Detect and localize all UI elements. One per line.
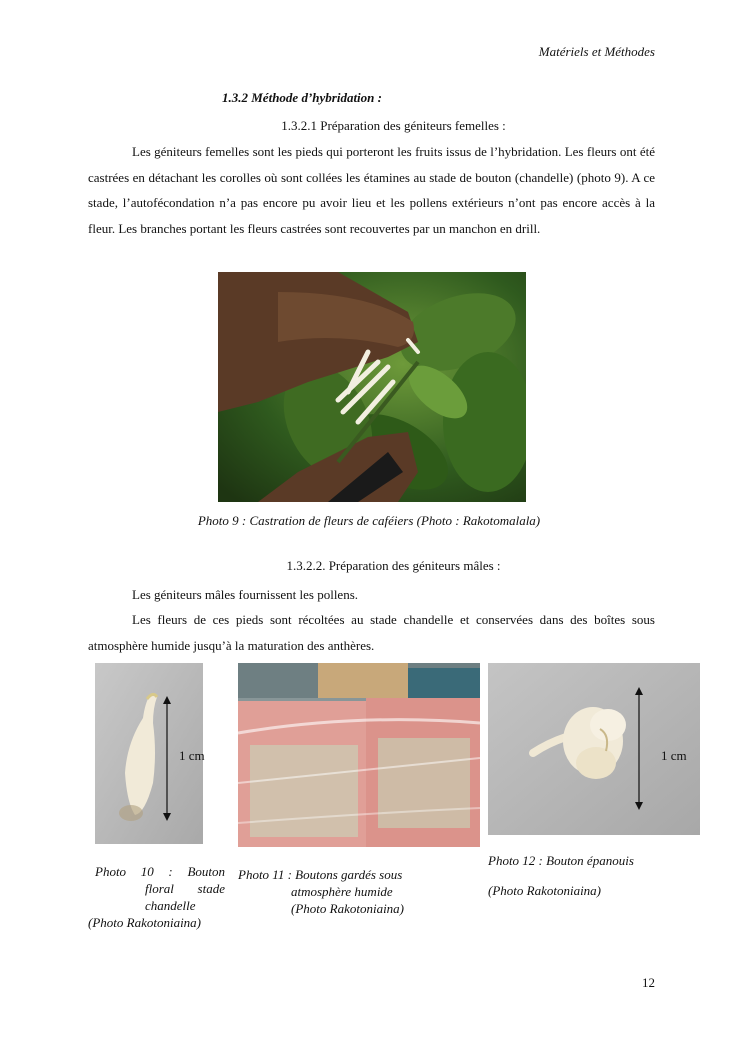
paragraph-females-text: Les géniteurs femelles sont les pieds qui porteront les fruits issus de l’hybridation. Les fleurs ont été castrées en détachant les corolles où sont collées les étamines au stade de bouton (chandelle) (photo 9). A ce stade, l’autofécondation n’a pas encore pu avoir lieu et les pollens extérieurs n’ont pas encore accès à la fleur. Les branches portant les fleurs castrées sont recouvertes par un manchon en drill. [88,144,655,236]
page-number: 12 [642,975,655,990]
photo-open-bud-scale-label: 1 cm [661,748,687,763]
photo-castration-image [218,272,526,502]
subsection-heading-females: 1.3.2.1 Préparation des géniteurs femelles : [281,118,506,133]
photo-bud-candle-caption-credit: (Photo Rakotoniaina) [88,915,202,930]
section-heading: 1.3.2 Méthode d’hybridation : [222,90,382,105]
photo-castration [218,272,526,502]
photo-bud-candle-caption-line2: floral stade [145,881,225,896]
paragraph-males-2-text: Les fleurs de ces pieds sont récoltées au stade chandelle et conservées dans des boîtes sous atmosphère humide jusqu’à la maturation des anthères. [88,612,655,653]
photo-humid-boxes [238,663,480,847]
subsection-heading-males: 1.3.2.2. Préparation des géniteurs mâles : [286,558,501,573]
paragraph-females [88,139,655,241]
photo-open-bud-caption-credit: (Photo Rakotoniaina) [488,883,602,898]
photo-bud-candle-caption-line3: chandelle [145,898,196,913]
photo-bud-candle-scale-label: 1 cm [179,748,205,763]
photo-humid-boxes-caption-line1: Photo 11 : Boutons gardés sous [238,867,403,882]
photo-humid-boxes-image [238,663,480,847]
running-header: Matériels et Méthodes [538,44,655,59]
paragraph-males-2 [88,607,655,658]
paragraph-males-1: Les géniteurs mâles fournissent les pollens. [132,587,359,602]
photo-open-bud-caption-line1: Photo 12 : Bouton épanouis [488,853,634,868]
photo-humid-boxes-caption-line2: atmosphère humide [291,884,393,899]
photo-bud-candle-caption-line1: Photo 10 : Bouton [95,864,225,879]
photo-castration-caption: Photo 9 : Castration de fleurs de caféiers (Photo : Rakotomalala) [197,513,541,528]
photo-humid-boxes-caption-credit: (Photo Rakotoniaina) [291,901,405,916]
